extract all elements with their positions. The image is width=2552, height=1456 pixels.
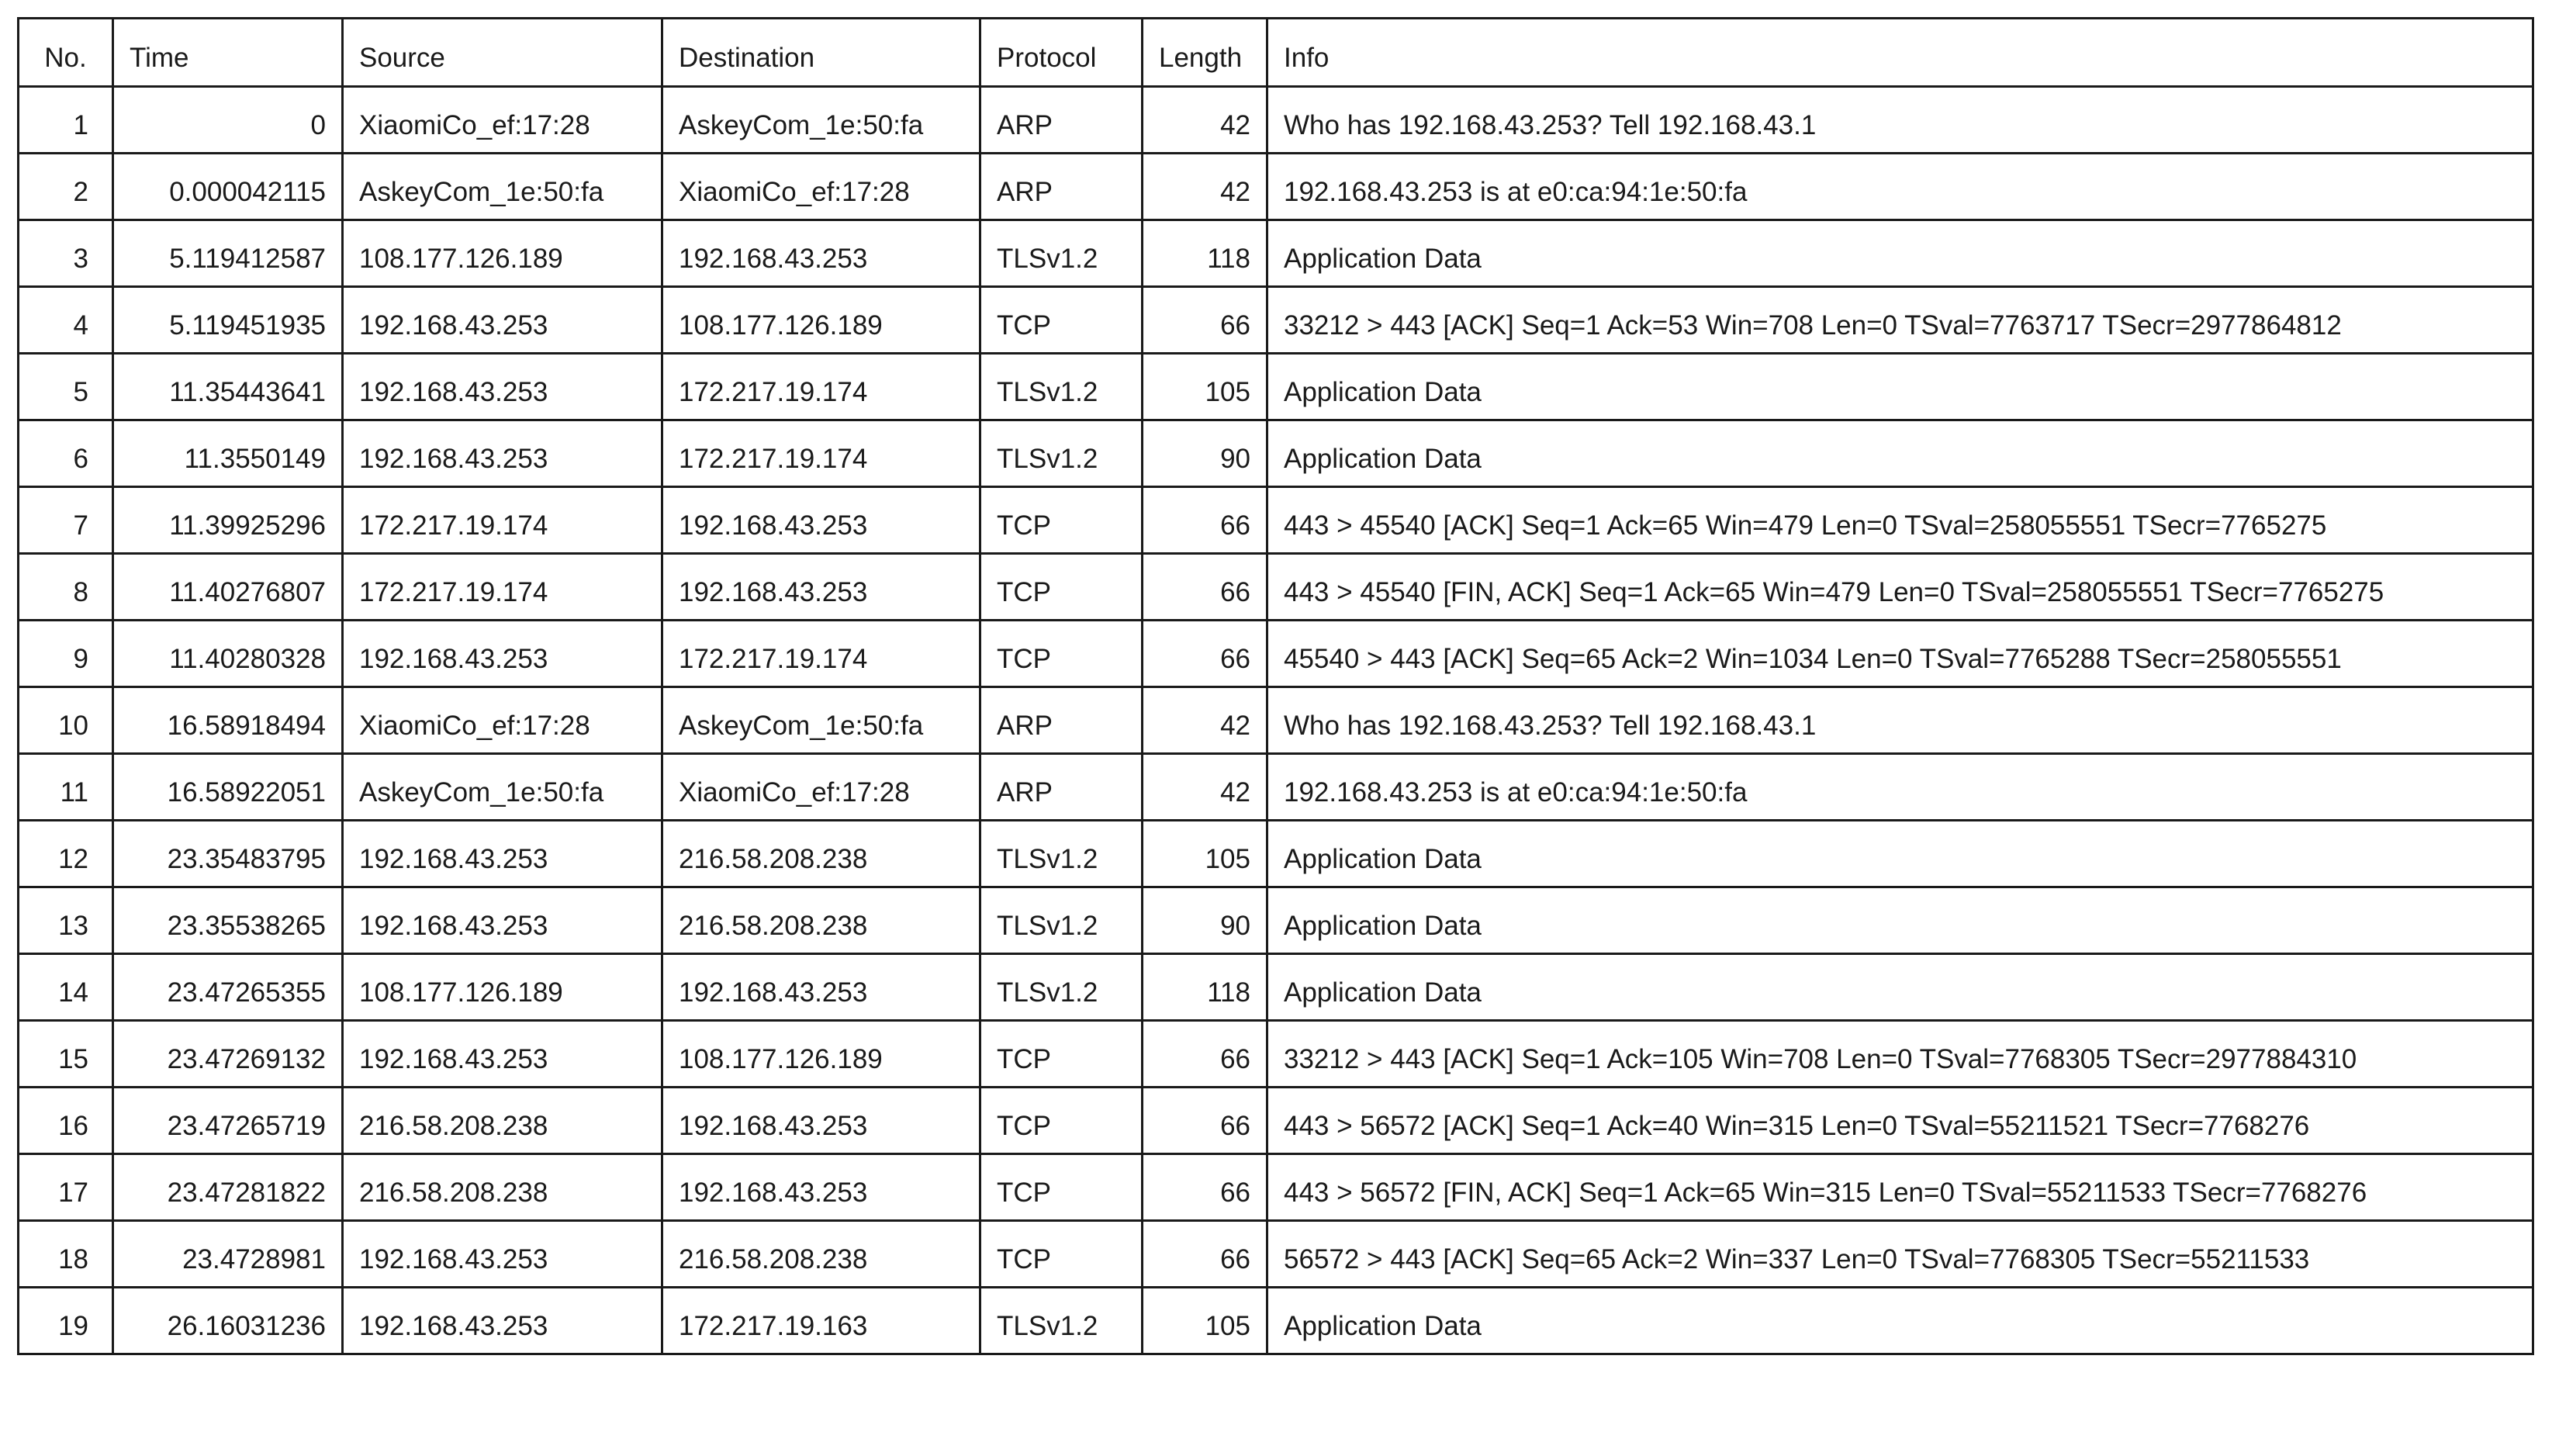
cell-no: 19 (19, 1288, 113, 1354)
cell-time: 5.119412587 (113, 220, 343, 287)
cell-destination: 172.217.19.163 (662, 1288, 980, 1354)
cell-no: 11 (19, 754, 113, 821)
cell-info: Application Data (1267, 1288, 2533, 1354)
cell-length: 66 (1143, 621, 1267, 687)
header-row (19, 19, 2533, 87)
table-row (19, 1021, 2533, 1088)
cell-time: 26.16031236 (113, 1288, 343, 1354)
cell-info: Application Data (1267, 821, 2533, 887)
cell-time: 16.58922051 (113, 754, 343, 821)
cell-info: 443 > 45540 [ACK] Seq=1 Ack=65 Win=479 Len=0 TSval=258055551 TSecr=7765275 (1267, 487, 2533, 554)
cell-info: Application Data (1267, 954, 2533, 1021)
table-row (19, 420, 2533, 487)
cell-length: 118 (1143, 220, 1267, 287)
cell-length: 105 (1143, 354, 1267, 420)
cell-destination: 172.217.19.174 (662, 354, 980, 420)
cell-length: 66 (1143, 487, 1267, 554)
cell-info: Application Data (1267, 887, 2533, 954)
cell-no: 5 (19, 354, 113, 420)
cell-time: 23.47281822 (113, 1154, 343, 1221)
cell-info: Application Data (1267, 354, 2533, 420)
cell-source: 192.168.43.253 (343, 1288, 662, 1354)
cell-protocol: TCP (980, 1221, 1143, 1288)
cell-length: 42 (1143, 154, 1267, 220)
table-row (19, 621, 2533, 687)
cell-no: 16 (19, 1088, 113, 1154)
cell-source: 216.58.208.238 (343, 1088, 662, 1154)
column-header-info: Info (1267, 19, 2533, 87)
cell-no: 18 (19, 1221, 113, 1288)
cell-protocol: TCP (980, 1021, 1143, 1088)
cell-destination: 172.217.19.174 (662, 420, 980, 487)
cell-no: 1 (19, 87, 113, 154)
cell-source: 192.168.43.253 (343, 1221, 662, 1288)
cell-length: 66 (1143, 287, 1267, 354)
cell-protocol: TLSv1.2 (980, 354, 1143, 420)
cell-source: 192.168.43.253 (343, 1021, 662, 1088)
packet-capture-table (17, 17, 2534, 1355)
cell-destination: XiaomiCo_ef:17:28 (662, 154, 980, 220)
cell-destination: AskeyCom_1e:50:fa (662, 87, 980, 154)
cell-source: 216.58.208.238 (343, 1154, 662, 1221)
cell-source: 108.177.126.189 (343, 954, 662, 1021)
cell-info: 33212 > 443 [ACK] Seq=1 Ack=53 Win=708 Len=0 TSval=7763717 TSecr=2977864812 (1267, 287, 2533, 354)
cell-source: 192.168.43.253 (343, 287, 662, 354)
cell-time: 0 (113, 87, 343, 154)
cell-length: 42 (1143, 87, 1267, 154)
cell-time: 11.40280328 (113, 621, 343, 687)
cell-no: 14 (19, 954, 113, 1021)
cell-source: 192.168.43.253 (343, 420, 662, 487)
cell-protocol: TLSv1.2 (980, 220, 1143, 287)
cell-length: 66 (1143, 1088, 1267, 1154)
cell-time: 23.47269132 (113, 1021, 343, 1088)
cell-no: 8 (19, 554, 113, 621)
cell-time: 23.47265719 (113, 1088, 343, 1154)
column-header-source: Source (343, 19, 662, 87)
cell-length: 90 (1143, 420, 1267, 487)
cell-time: 5.119451935 (113, 287, 343, 354)
cell-protocol: TCP (980, 1154, 1143, 1221)
cell-no: 17 (19, 1154, 113, 1221)
cell-protocol: ARP (980, 87, 1143, 154)
cell-protocol: ARP (980, 687, 1143, 754)
cell-destination: XiaomiCo_ef:17:28 (662, 754, 980, 821)
cell-length: 42 (1143, 754, 1267, 821)
cell-length: 66 (1143, 554, 1267, 621)
table-row (19, 354, 2533, 420)
packet-capture-table-container (17, 17, 2532, 1355)
table-row (19, 220, 2533, 287)
cell-source: XiaomiCo_ef:17:28 (343, 687, 662, 754)
cell-destination: 108.177.126.189 (662, 287, 980, 354)
cell-protocol: TLSv1.2 (980, 887, 1143, 954)
cell-protocol: TCP (980, 487, 1143, 554)
cell-info: 56572 > 443 [ACK] Seq=65 Ack=2 Win=337 Len=0 TSval=7768305 TSecr=55211533 (1267, 1221, 2533, 1288)
cell-destination: 192.168.43.253 (662, 1154, 980, 1221)
table-row (19, 287, 2533, 354)
table-row (19, 1154, 2533, 1221)
cell-info: 45540 > 443 [ACK] Seq=65 Ack=2 Win=1034 Len=0 TSval=7765288 TSecr=258055551 (1267, 621, 2533, 687)
cell-length: 118 (1143, 954, 1267, 1021)
table-row (19, 554, 2533, 621)
cell-length: 90 (1143, 887, 1267, 954)
cell-protocol: TLSv1.2 (980, 420, 1143, 487)
cell-length: 105 (1143, 821, 1267, 887)
cell-info: 443 > 56572 [FIN, ACK] Seq=1 Ack=65 Win=315 Len=0 TSval=55211533 TSecr=7768276 (1267, 1154, 2533, 1221)
cell-info: 443 > 45540 [FIN, ACK] Seq=1 Ack=65 Win=479 Len=0 TSval=258055551 TSecr=7765275 (1267, 554, 2533, 621)
cell-time: 0.000042115 (113, 154, 343, 220)
table-row (19, 87, 2533, 154)
column-header-time: Time (113, 19, 343, 87)
cell-info: Who has 192.168.43.253? Tell 192.168.43.1 (1267, 87, 2533, 154)
cell-no: 6 (19, 420, 113, 487)
column-header-length: Length (1143, 19, 1267, 87)
cell-destination: 192.168.43.253 (662, 954, 980, 1021)
cell-time: 16.58918494 (113, 687, 343, 754)
table-row (19, 887, 2533, 954)
cell-time: 11.3550149 (113, 420, 343, 487)
cell-length: 66 (1143, 1221, 1267, 1288)
cell-protocol: TLSv1.2 (980, 821, 1143, 887)
cell-length: 66 (1143, 1021, 1267, 1088)
cell-destination: AskeyCom_1e:50:fa (662, 687, 980, 754)
cell-no: 7 (19, 487, 113, 554)
cell-destination: 108.177.126.189 (662, 1021, 980, 1088)
cell-time: 23.4728981 (113, 1221, 343, 1288)
cell-source: 172.217.19.174 (343, 487, 662, 554)
cell-time: 23.47265355 (113, 954, 343, 1021)
table-row (19, 1288, 2533, 1354)
cell-source: 192.168.43.253 (343, 887, 662, 954)
cell-protocol: TCP (980, 1088, 1143, 1154)
table-row (19, 687, 2533, 754)
cell-no: 10 (19, 687, 113, 754)
cell-protocol: TLSv1.2 (980, 1288, 1143, 1354)
cell-time: 11.35443641 (113, 354, 343, 420)
column-header-no: No. (19, 19, 113, 87)
cell-protocol: TCP (980, 287, 1143, 354)
cell-protocol: TCP (980, 621, 1143, 687)
table-row (19, 154, 2533, 220)
cell-length: 42 (1143, 687, 1267, 754)
cell-source: 192.168.43.253 (343, 621, 662, 687)
cell-info: 443 > 56572 [ACK] Seq=1 Ack=40 Win=315 Len=0 TSval=55211521 TSecr=7768276 (1267, 1088, 2533, 1154)
cell-protocol: TCP (980, 554, 1143, 621)
cell-length: 105 (1143, 1288, 1267, 1354)
cell-time: 11.39925296 (113, 487, 343, 554)
cell-info: Who has 192.168.43.253? Tell 192.168.43.1 (1267, 687, 2533, 754)
table-row (19, 1221, 2533, 1288)
cell-destination: 192.168.43.253 (662, 1088, 980, 1154)
cell-source: 172.217.19.174 (343, 554, 662, 621)
table-row (19, 954, 2533, 1021)
cell-time: 23.35538265 (113, 887, 343, 954)
cell-info: 33212 > 443 [ACK] Seq=1 Ack=105 Win=708 Len=0 TSval=7768305 TSecr=2977884310 (1267, 1021, 2533, 1088)
cell-destination: 216.58.208.238 (662, 821, 980, 887)
table-row (19, 821, 2533, 887)
cell-source: 192.168.43.253 (343, 821, 662, 887)
cell-time: 11.40276807 (113, 554, 343, 621)
cell-no: 13 (19, 887, 113, 954)
table-row (19, 1088, 2533, 1154)
cell-info: 192.168.43.253 is at e0:ca:94:1e:50:fa (1267, 754, 2533, 821)
cell-info: Application Data (1267, 420, 2533, 487)
cell-no: 12 (19, 821, 113, 887)
cell-source: 192.168.43.253 (343, 354, 662, 420)
table-row (19, 487, 2533, 554)
cell-protocol: ARP (980, 754, 1143, 821)
column-header-destination: Destination (662, 19, 980, 87)
cell-info: 192.168.43.253 is at e0:ca:94:1e:50:fa (1267, 154, 2533, 220)
cell-no: 2 (19, 154, 113, 220)
cell-length: 66 (1143, 1154, 1267, 1221)
cell-no: 9 (19, 621, 113, 687)
table-header (19, 19, 2533, 87)
cell-source: AskeyCom_1e:50:fa (343, 154, 662, 220)
cell-destination: 172.217.19.174 (662, 621, 980, 687)
cell-source: AskeyCom_1e:50:fa (343, 754, 662, 821)
cell-destination: 192.168.43.253 (662, 487, 980, 554)
cell-info: Application Data (1267, 220, 2533, 287)
table-body (19, 87, 2533, 1354)
cell-protocol: ARP (980, 154, 1143, 220)
cell-source: XiaomiCo_ef:17:28 (343, 87, 662, 154)
cell-destination: 192.168.43.253 (662, 220, 980, 287)
cell-destination: 192.168.43.253 (662, 554, 980, 621)
cell-no: 4 (19, 287, 113, 354)
table-row (19, 754, 2533, 821)
cell-destination: 216.58.208.238 (662, 1221, 980, 1288)
cell-no: 3 (19, 220, 113, 287)
cell-protocol: TLSv1.2 (980, 954, 1143, 1021)
cell-time: 23.35483795 (113, 821, 343, 887)
cell-destination: 216.58.208.238 (662, 887, 980, 954)
cell-no: 15 (19, 1021, 113, 1088)
column-header-protocol: Protocol (980, 19, 1143, 87)
cell-source: 108.177.126.189 (343, 220, 662, 287)
